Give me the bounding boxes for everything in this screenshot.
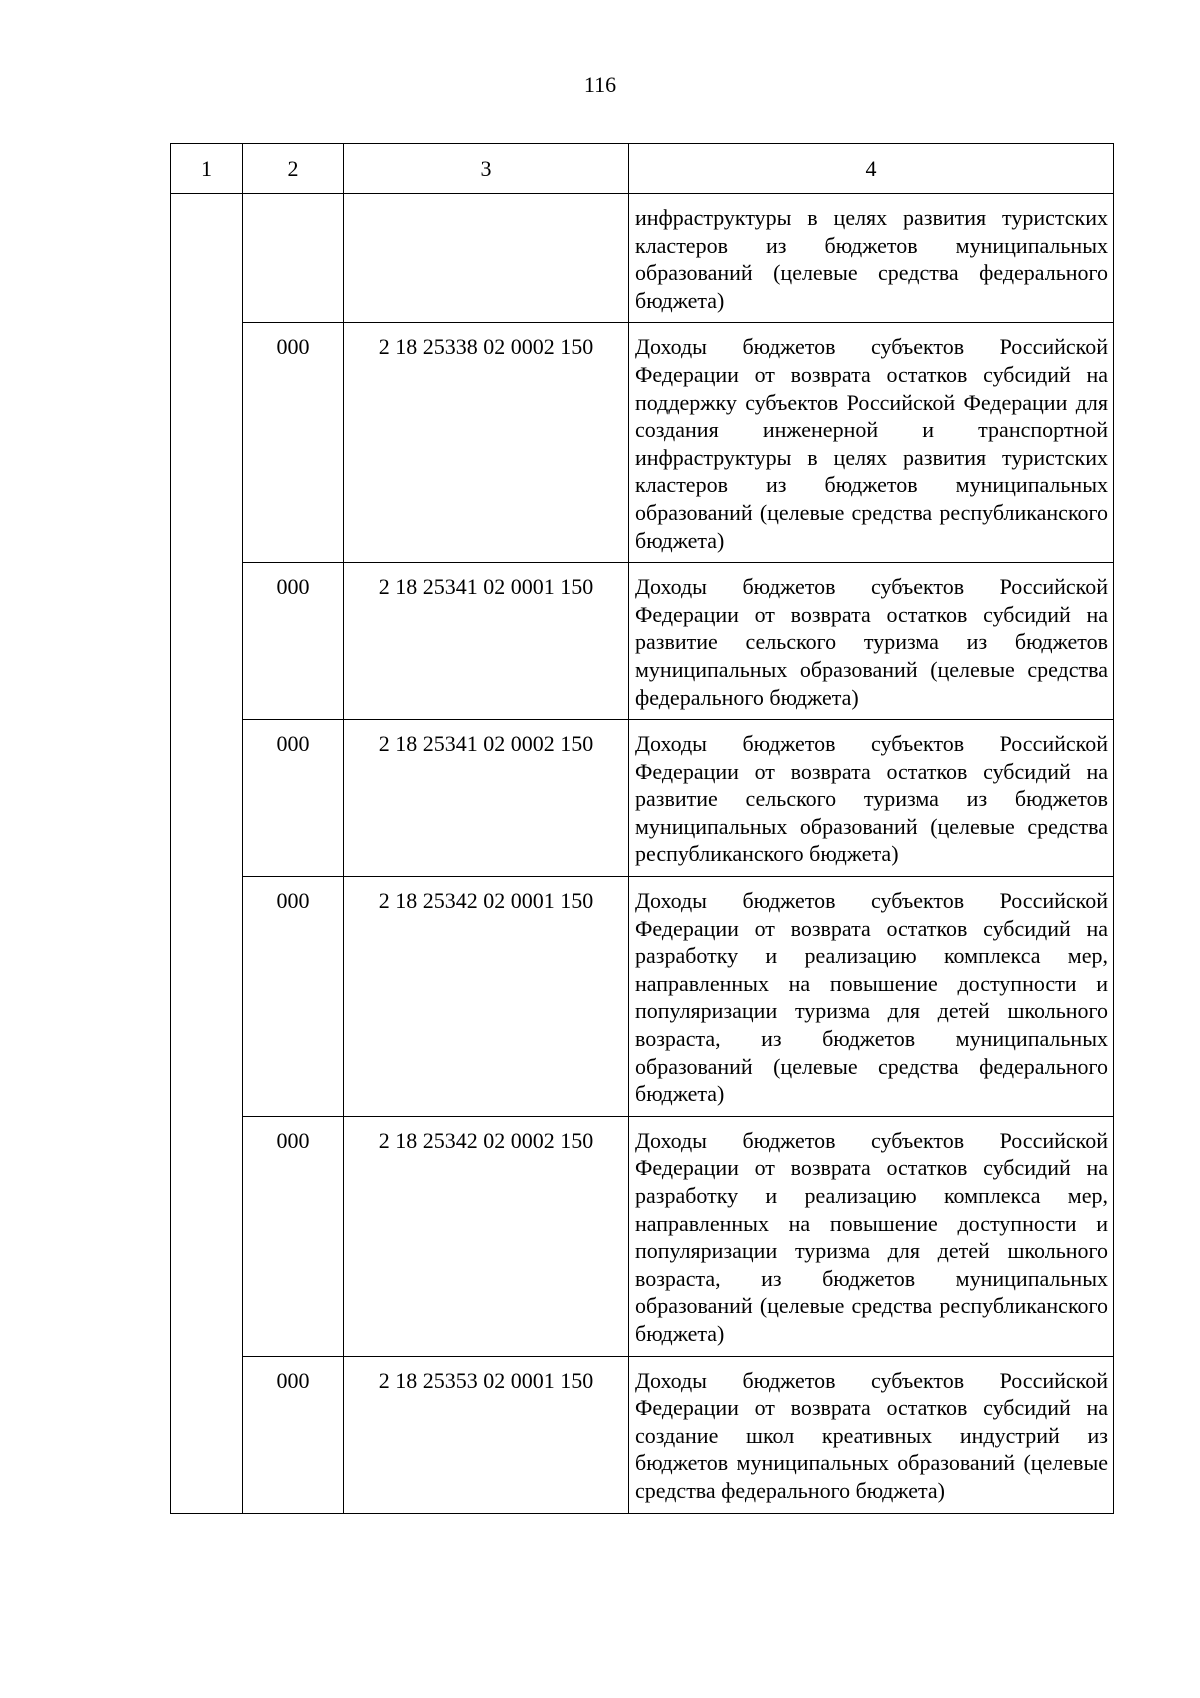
row-5-revenue-code: 2 18 25342 02 0002 150 [344,1116,629,1356]
table-row [171,323,1114,563]
row-2-description: Доходы бюджетов субъектов Российской Федерации от возврата остатков субсидий на развитие сельского туризма из бюджетов муниципальных образований (целевые средства федерального бюджета) [629,563,1114,720]
row-6-admin-code: 000 [243,1356,344,1513]
header-col-3: 3 [344,144,629,194]
row-1-description: Доходы бюджетов субъектов Российской Федерации от возврата остатков субсидий на поддержку субъектов Российской Федерации для создания инженерной и транспортной инфраструктуры в целях развития туристских кластеров из бюджетов муниципальных образований (целевые средства республиканского бюджета) [629,323,1114,563]
row-5-description: Доходы бюджетов субъектов Российской Федерации от возврата остатков субсидий на разработку и реализацию комплекса мер, направленных на повышение доступности и популяризации туризма для детей школьного возраста, из бюджетов муниципальных образований (целевые средства республиканского бюджета) [629,1116,1114,1356]
table-row [171,1356,1114,1513]
row-0-col-3 [344,194,629,323]
row-6-description: Доходы бюджетов субъектов Российской Федерации от возврата остатков субсидий на создание школ креативных индустрий из бюджетов муниципальных образований (целевые средства федерального бюджета) [629,1356,1114,1513]
table-row [171,194,1114,323]
row-1-revenue-code: 2 18 25338 02 0002 150 [344,323,629,563]
table-row [171,877,1114,1117]
header-col-4: 4 [629,144,1114,194]
table-row [171,720,1114,877]
page-number: 116 [583,72,617,97]
row-4-revenue-code: 2 18 25342 02 0001 150 [344,877,629,1117]
row-6-revenue-code: 2 18 25353 02 0001 150 [344,1356,629,1513]
row-0-col-2 [243,194,344,323]
row-2-revenue-code: 2 18 25341 02 0001 150 [344,563,629,720]
row-4-description: Доходы бюджетов субъектов Российской Федерации от возврата остатков субсидий на разработку и реализацию комплекса мер, направленных на повышение доступности и популяризации туризма для детей школьного возраста, из бюджетов муниципальных образований (целевые средства федерального бюджета) [629,877,1114,1117]
row-3-revenue-code: 2 18 25341 02 0002 150 [344,720,629,877]
row-3-description: Доходы бюджетов субъектов Российской Федерации от возврата остатков субсидий на развитие сельского туризма из бюджетов муниципальных образований (целевые средства республиканского бюджета) [629,720,1114,877]
budget-codes-table [170,143,1114,1514]
row-0-description: инфраструктуры в целях развития туристских кластеров из бюджетов муниципальных образований (целевые средства федерального бюджета) [629,194,1114,323]
table-row [171,1116,1114,1356]
row-4-admin-code: 000 [243,877,344,1117]
header-col-2: 2 [243,144,344,194]
row-3-admin-code: 000 [243,720,344,877]
row-2-admin-code: 000 [243,563,344,720]
table-row [171,563,1114,720]
col-1-merged-cell [171,194,243,1514]
table-header-row [171,144,1114,194]
header-col-1: 1 [171,144,243,194]
row-5-admin-code: 000 [243,1116,344,1356]
row-1-admin-code: 000 [243,323,344,563]
